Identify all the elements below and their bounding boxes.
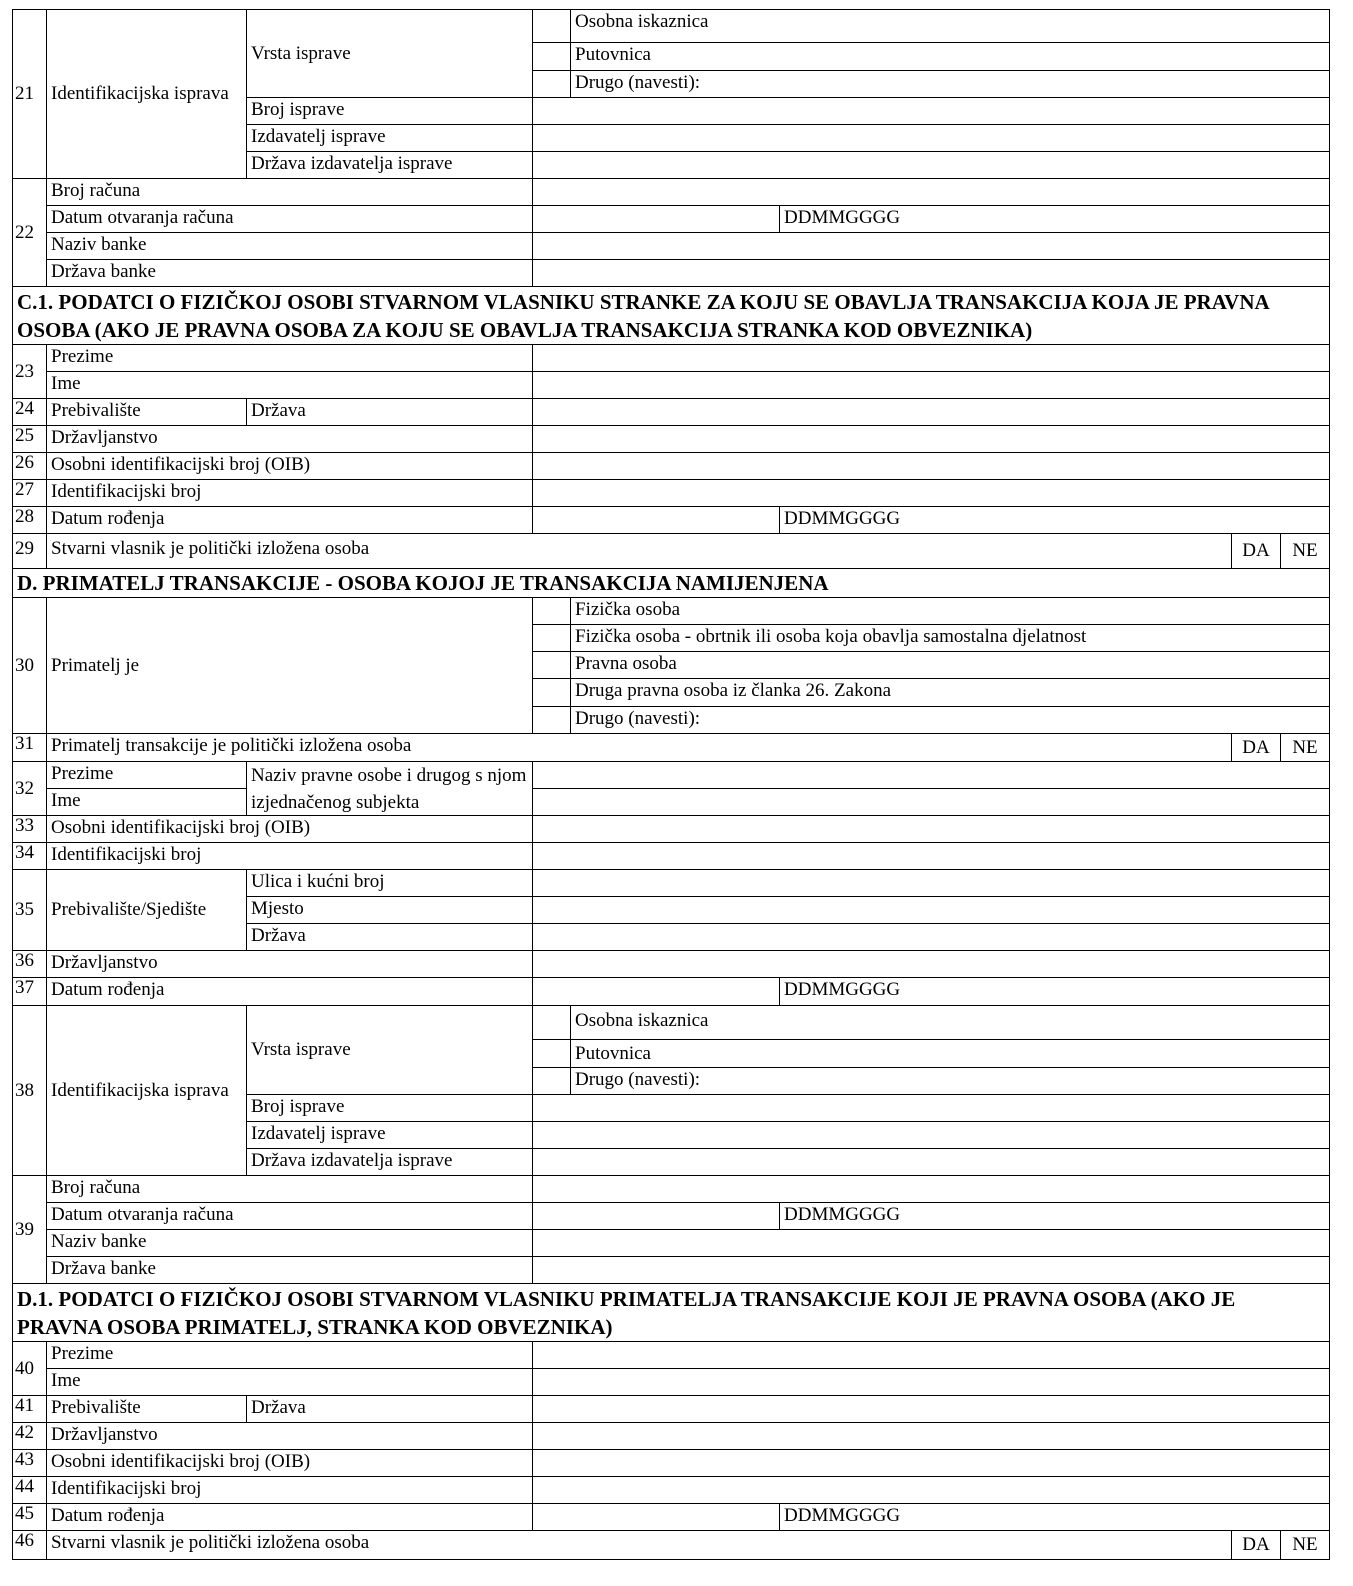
row-number: 28 [12, 506, 47, 534]
country-input[interactable] [532, 923, 1330, 951]
row-number: 34 [12, 842, 47, 870]
option-label-id-card: Osobna iskaznica [570, 9, 1330, 43]
field-label-surname: Prezime [46, 761, 247, 789]
first-name-input[interactable] [532, 371, 1330, 399]
field-label-document-issuer: Izdavatelj isprave [246, 124, 533, 152]
row-number: 29 [12, 533, 47, 569]
account-number-input[interactable] [532, 178, 1330, 206]
pep-no-option[interactable]: NE [1280, 533, 1330, 569]
option-label-other-specify[interactable]: Drugo (navesti): [570, 706, 1330, 734]
field-label-document-type: Vrsta isprave [246, 1005, 533, 1095]
recipient-type-checkbox-craftsman[interactable] [532, 624, 571, 652]
oib-input[interactable] [532, 452, 1330, 480]
field-label-account-number: Broj računa [46, 178, 533, 206]
row-number: 44 [12, 1476, 47, 1504]
option-label-craftsman: Fizička osoba - obrtnik ili osoba koja obavlja samostalna djelatnost [570, 624, 1330, 652]
citizenship-input[interactable] [532, 950, 1330, 978]
field-label-pep-beneficial-owner: Stvarni vlasnik je politički izložena osoba [46, 1530, 1232, 1560]
row-number: 25 [12, 425, 47, 453]
pep-yes-option[interactable]: DA [1231, 733, 1281, 762]
row-number: 30 [12, 597, 47, 734]
identification-number-input[interactable] [532, 842, 1330, 870]
option-label-id-card: Osobna iskaznica [570, 1005, 1330, 1040]
bank-country-input[interactable] [532, 1256, 1330, 1284]
row-number: 37 [12, 977, 47, 1006]
option-label-other-specify[interactable]: Drugo (navesti): [570, 70, 1330, 98]
oib-input[interactable] [532, 815, 1330, 843]
bank-country-input[interactable] [532, 259, 1330, 287]
surname-input[interactable] [532, 344, 1330, 372]
oib-input[interactable] [532, 1449, 1330, 1477]
field-label-bank-country: Država banke [46, 1256, 533, 1284]
citizenship-input[interactable] [532, 425, 1330, 453]
bank-name-input[interactable] [532, 1229, 1330, 1257]
recipient-type-checkbox-other[interactable] [532, 706, 571, 734]
row-number: 23 [12, 344, 47, 399]
field-label-oib: Osobni identifikacijski broj (OIB) [46, 452, 533, 480]
row-number: 22 [12, 178, 47, 287]
row-number: 21 [12, 9, 47, 179]
account-opening-date-input[interactable] [532, 205, 780, 233]
field-label-street: Ulica i kućni broj [246, 869, 533, 897]
row-number: 45 [12, 1503, 47, 1531]
first-name-input[interactable] [532, 788, 1330, 816]
field-label-residence: Prebivalište [46, 398, 247, 426]
document-type-checkbox-id-card[interactable] [532, 9, 571, 43]
field-label-date-of-birth: Datum rođenja [46, 506, 533, 534]
row-number: 35 [12, 869, 47, 951]
field-label-country: Država [246, 923, 533, 951]
city-input[interactable] [532, 896, 1330, 924]
field-label-document-type: Vrsta isprave [246, 9, 533, 98]
field-label-citizenship: Državljanstvo [46, 425, 533, 453]
field-label-account-number: Broj računa [46, 1175, 533, 1203]
pep-yes-option[interactable]: DA [1231, 1530, 1281, 1560]
row-number: 40 [12, 1341, 47, 1396]
row-number: 24 [12, 398, 47, 426]
field-label-account-opening-date: Datum otvaranja računa [46, 205, 533, 233]
surname-input[interactable] [532, 1341, 1330, 1369]
identification-number-input[interactable] [532, 479, 1330, 507]
field-label-first-name: Ime [46, 788, 247, 816]
field-label-bank-name: Naziv banke [46, 232, 533, 260]
field-label-recipient-is: Primatelj je [46, 597, 533, 734]
field-label-city: Mjesto [246, 896, 533, 924]
row-number: 31 [12, 733, 47, 762]
row-number: 26 [12, 452, 47, 480]
section-header-d: D. PRIMATELJ TRANSAKCIJE - OSOBA KOJOJ JE TRANSAKCIJA NAMIJENJENA [12, 568, 1330, 598]
residence-country-input[interactable] [532, 398, 1330, 426]
pep-yes-option[interactable]: DA [1231, 533, 1281, 569]
field-label-date-of-birth: Datum rođenja [46, 977, 533, 1006]
field-label-bank-country: Država banke [46, 259, 533, 287]
field-label-document-number: Broj isprave [246, 97, 533, 125]
date-format-hint: DDMMGGGG [779, 1202, 1330, 1230]
document-number-input[interactable] [532, 1094, 1330, 1122]
field-label-residence-country: Država [246, 398, 533, 426]
field-label-residence-seat: Prebivalište/Sjedište [46, 869, 247, 951]
field-label-date-of-birth: Datum rođenja [46, 1503, 533, 1531]
field-label-first-name: Ime [46, 1368, 533, 1396]
first-name-input[interactable] [532, 1368, 1330, 1396]
issuing-country-input[interactable] [532, 1148, 1330, 1176]
document-type-checkbox-passport[interactable] [532, 42, 571, 71]
identification-number-input[interactable] [532, 1476, 1330, 1504]
row-number: 42 [12, 1422, 47, 1450]
document-type-checkbox-passport[interactable] [532, 1039, 571, 1068]
field-label-document-number: Broj isprave [246, 1094, 533, 1122]
row-number: 38 [12, 1005, 47, 1176]
date-of-birth-input[interactable] [532, 1503, 780, 1531]
row-number: 39 [12, 1175, 47, 1284]
field-label-residence: Prebivalište [46, 1395, 247, 1423]
field-label-oib: Osobni identifikacijski broj (OIB) [46, 815, 533, 843]
document-type-checkbox-id-card[interactable] [532, 1005, 571, 1040]
issuing-country-input[interactable] [532, 151, 1330, 179]
document-type-checkbox-other[interactable] [532, 70, 571, 98]
row-number: 36 [12, 950, 47, 978]
field-label-identification-number: Identifikacijski broj [46, 842, 533, 870]
row-number: 43 [12, 1449, 47, 1477]
date-format-hint: DDMMGGGG [779, 506, 1330, 534]
date-format-hint: DDMMGGGG [779, 205, 1330, 233]
option-label-passport: Putovnica [570, 1039, 1330, 1068]
field-label-citizenship: Državljanstvo [46, 950, 533, 978]
field-label-issuing-country: Država izdavatelja isprave [246, 1148, 533, 1176]
field-label-oib: Osobni identifikacijski broj (OIB) [46, 1449, 533, 1477]
section-header-c1: C.1. PODATCI O FIZIČKOJ OSOBI STVARNOM VLASNIKU STRANKE ZA KOJU SE OBAVLJA TRANSAKCIJA KOJA JE PRAVNA OSOBA (AKO JE PRAVNA OSOBA ZA KOJU SE OBAVLJA TRANSAKCIJA STRANKA KOD OBVEZNIKA) [12, 286, 1330, 345]
surname-or-entity-name-input[interactable] [532, 761, 1330, 789]
citizenship-input[interactable] [532, 1422, 1330, 1450]
document-issuer-input[interactable] [532, 124, 1330, 152]
field-label-pep-beneficial-owner: Stvarni vlasnik je politički izložena osoba [46, 533, 1232, 569]
field-label-legal-entity-name: Naziv pravne osobe i drugog s njom izjednačenog subjekta [246, 761, 533, 816]
date-format-hint: DDMMGGGG [779, 977, 1330, 1006]
field-label-bank-name: Naziv banke [46, 1229, 533, 1257]
field-label-identification-number: Identifikacijski broj [46, 1476, 533, 1504]
recipient-type-checkbox-other-legal-person[interactable] [532, 678, 571, 707]
field-label-citizenship: Državljanstvo [46, 1422, 533, 1450]
field-label-document-issuer: Izdavatelj isprave [246, 1121, 533, 1149]
field-label-residence-country: Država [246, 1395, 533, 1423]
document-number-input[interactable] [532, 97, 1330, 125]
account-number-input[interactable] [532, 1175, 1330, 1203]
recipient-type-checkbox-natural-person[interactable] [532, 597, 571, 625]
option-label-natural-person: Fizička osoba [570, 597, 1330, 625]
document-type-checkbox-other[interactable] [532, 1067, 571, 1095]
option-label-passport: Putovnica [570, 42, 1330, 71]
date-format-hint: DDMMGGGG [779, 1503, 1330, 1531]
option-label-legal-person: Pravna osoba [570, 651, 1330, 679]
row-number: 33 [12, 815, 47, 843]
field-label-identification-number: Identifikacijski broj [46, 479, 533, 507]
recipient-type-checkbox-legal-person[interactable] [532, 651, 571, 679]
section-header-d1: D.1. PODATCI O FIZIČKOJ OSOBI STVARNOM VLASNIKU PRIMATELJA TRANSAKCIJE KOJI JE PRAVNA OSOBA (AKO JE PRAVNA OSOBA PRIMATELJ, STRANKA KOD OBVEZNIKA) [12, 1283, 1330, 1342]
row-number: 27 [12, 479, 47, 507]
bank-name-input[interactable] [532, 232, 1330, 260]
field-label-issuing-country: Država izdavatelja isprave [246, 151, 533, 179]
street-input[interactable] [532, 869, 1330, 897]
pep-no-option[interactable]: NE [1280, 733, 1330, 762]
document-issuer-input[interactable] [532, 1121, 1330, 1149]
option-label-other-specify[interactable]: Drugo (navesti): [570, 1067, 1330, 1095]
row-number: 41 [12, 1395, 47, 1423]
residence-country-input[interactable] [532, 1395, 1330, 1423]
field-label-identification-document: Identifikacijska isprava [46, 1005, 247, 1176]
field-label-first-name: Ime [46, 371, 533, 399]
field-label-pep-recipient: Primatelj transakcije je politički izložena osoba [46, 733, 1232, 762]
row-number: 32 [12, 761, 47, 816]
option-label-other-legal-person: Druga pravna osoba iz članka 26. Zakona [570, 678, 1330, 707]
date-of-birth-input[interactable] [532, 506, 780, 534]
field-label-surname: Prezime [46, 344, 533, 372]
field-label-identification-document: Identifikacijska isprava [46, 9, 247, 179]
pep-no-option[interactable]: NE [1280, 1530, 1330, 1560]
field-label-surname: Prezime [46, 1341, 533, 1369]
date-of-birth-input[interactable] [532, 977, 780, 1006]
field-label-account-opening-date: Datum otvaranja računa [46, 1202, 533, 1230]
row-number: 46 [12, 1530, 47, 1560]
account-opening-date-input[interactable] [532, 1202, 780, 1230]
